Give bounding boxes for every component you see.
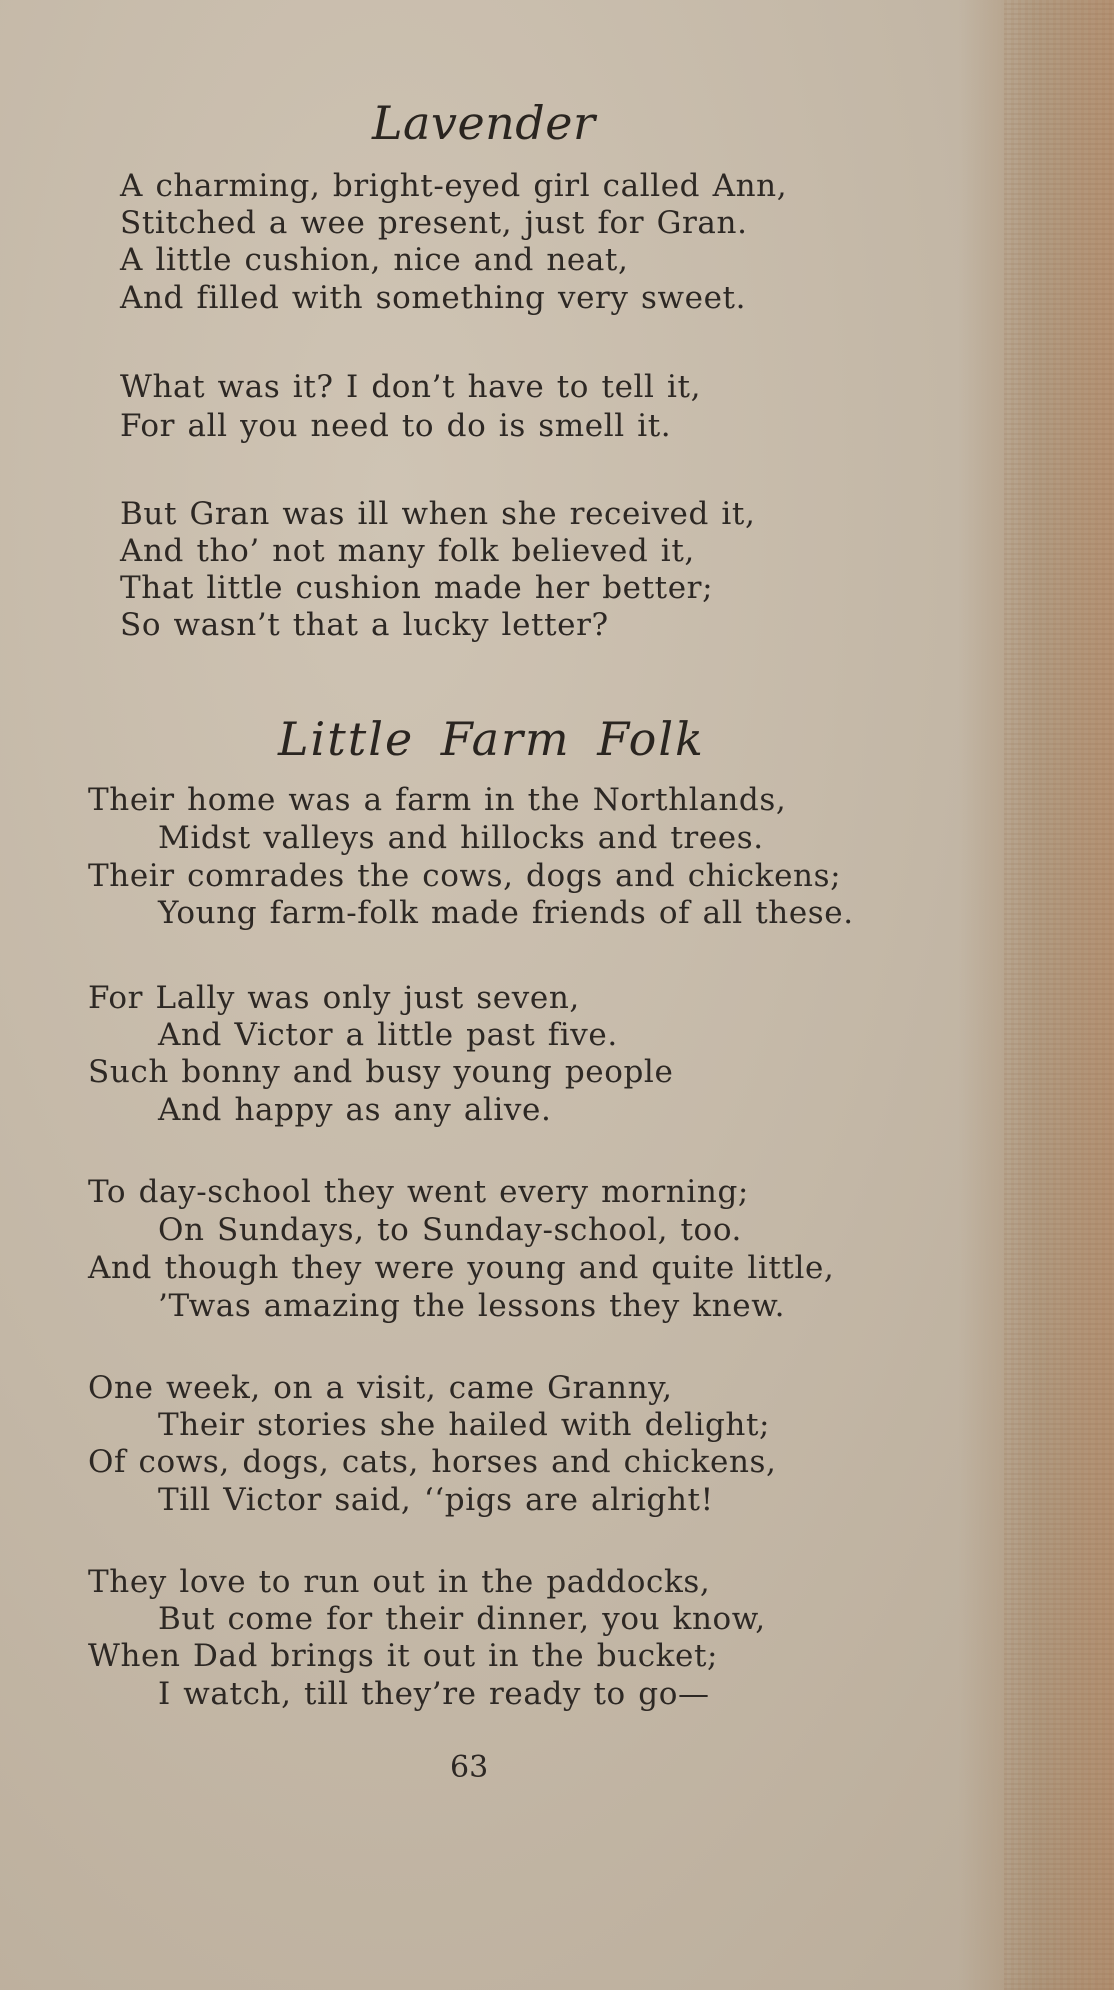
page-number: 63 xyxy=(450,1750,489,1785)
poem-line: Of cows, dogs, cats, horses and chickens, xyxy=(88,1444,777,1480)
poem-line: For all you need to do is smell it. xyxy=(120,408,672,444)
poem-line: On Sundays, to Sunday-school, too. xyxy=(158,1212,742,1248)
poem-line: For Lally was only just seven, xyxy=(88,980,580,1016)
poem-line: A little cushion, nice and neat, xyxy=(120,242,629,278)
poem-line: And tho’ not many folk believed it, xyxy=(120,533,695,569)
poem-line: Young farm-folk made friends of all these. xyxy=(158,895,854,931)
poem-line: What was it? I don’t have to tell it, xyxy=(120,369,702,405)
poem-line: ’Twas amazing the lessons they knew. xyxy=(158,1288,786,1324)
poem-line: Their home was a farm in the Northlands, xyxy=(88,782,787,818)
poem-line: A charming, bright-eyed girl called Ann, xyxy=(120,168,788,204)
poem-line: I watch, till they’re ready to go— xyxy=(158,1676,710,1712)
poem-line: Their stories she hailed with delight; xyxy=(158,1407,771,1443)
poem-line: Such bonny and busy young people xyxy=(88,1054,674,1090)
poem-line: Midst valleys and hillocks and trees. xyxy=(158,820,764,856)
poem-line: And though they were young and quite little, xyxy=(88,1250,835,1286)
poem-line: Stitched a wee present, just for Gran. xyxy=(120,205,748,241)
poem-line: But Gran was ill when she received it, xyxy=(120,496,756,532)
poem-title-lavender: Lavender xyxy=(372,96,596,150)
poem-line: And filled with something very sweet. xyxy=(120,280,747,316)
poem-line: One week, on a visit, came Granny, xyxy=(88,1370,673,1406)
poem-line: So wasn’t that a lucky letter? xyxy=(120,607,609,643)
poem-line: That little cushion made her better; xyxy=(120,570,714,606)
poem-line: But come for their dinner, you know, xyxy=(158,1601,766,1637)
poem-line: To day-school they went every morning; xyxy=(88,1174,749,1210)
poem-line: They love to run out in the paddocks, xyxy=(88,1564,711,1600)
poem-line: And Victor a little past five. xyxy=(158,1017,618,1053)
poem-line: When Dad brings it out in the bucket; xyxy=(88,1638,719,1674)
poem-line: Their comrades the cows, dogs and chickens; xyxy=(88,858,842,894)
page-edge-texture xyxy=(1004,0,1114,1990)
poem-title-little-farm-folk: Little Farm Folk xyxy=(278,712,705,766)
poem-line: Till Victor said, ‘‘pigs are alright! xyxy=(158,1482,714,1518)
poem-line: And happy as any alive. xyxy=(158,1092,552,1128)
